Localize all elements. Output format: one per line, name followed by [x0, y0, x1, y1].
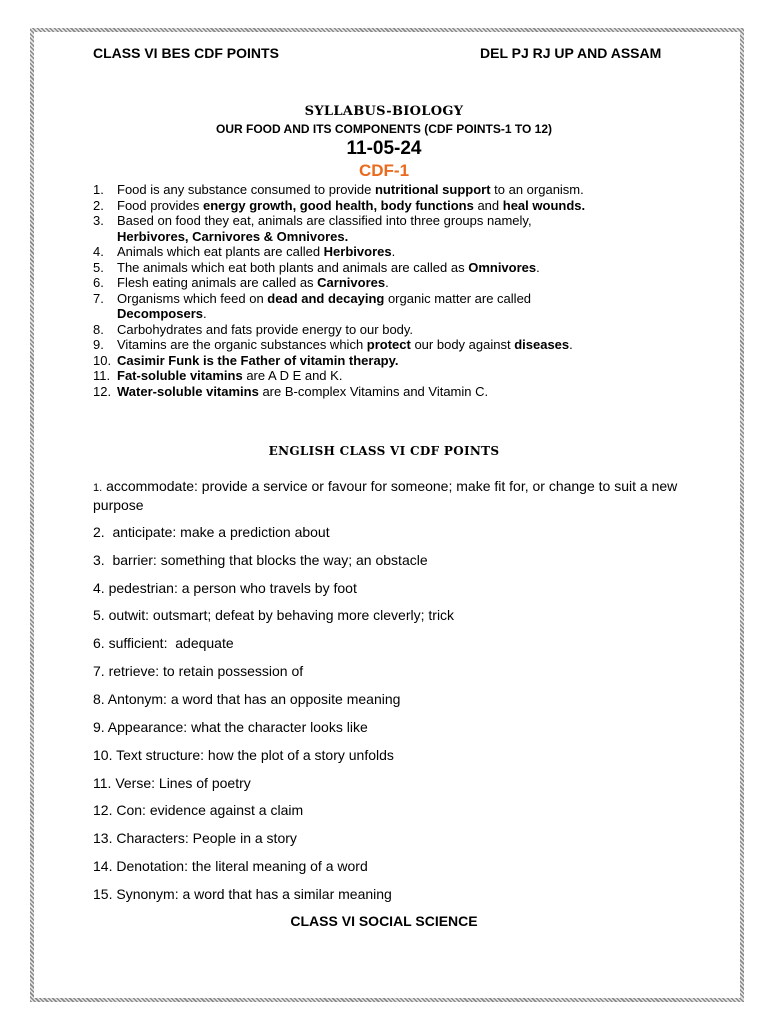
biology-point: 8. Carbohydrates and fats provide energy to our body.	[93, 321, 414, 337]
header-left: CLASS VI BES CDF POINTS	[93, 45, 279, 61]
english-item: 6. sufficient: adequate	[93, 635, 234, 651]
biology-point: 4. Animals which eat plants are called Herbivores.	[93, 244, 396, 259]
header-right: DEL PJ RJ UP AND ASSAM	[480, 45, 662, 61]
english-item: 13. Characters: People in a story	[93, 830, 297, 846]
social-science-title: CLASS VI SOCIAL SCIENCE	[290, 913, 478, 929]
english-item: 2. anticipate: make a prediction about	[93, 524, 330, 540]
english-item: 15. Synonym: a word that has a similar meaning	[93, 886, 392, 902]
english-item: 12. Con: evidence against a claim	[93, 802, 304, 818]
english-item: 4. pedestrian: a person who travels by foot	[93, 580, 357, 596]
english-title: ENGLISH CLASS VI CDF POINTS	[268, 444, 500, 458]
biology-point: 6. Flesh eating animals are called as Carnivores.	[93, 275, 389, 290]
biology-point: 12. Water-soluble vitamins are B-complex Vitamins and Vitamin C.	[93, 383, 489, 399]
biology-point: 7. Organisms which feed on dead and decaying organic matter are called Decomposers.	[93, 290, 532, 321]
biology-point: 10. Casimir Funk is the Father of vitamin therapy.	[93, 352, 399, 368]
biology-point: 5. The animals which eat both plants and animals are called as Omnivores.	[93, 259, 540, 275]
biology-subtitle: OUR FOOD AND ITS COMPONENTS (CDF POINTS-1 TO 12)	[215, 122, 553, 136]
english-item: 7. retrieve: to retain possession of	[93, 663, 304, 679]
biology-point: 2. Food provides energy growth, good health, body functions and heal wounds.	[93, 197, 586, 213]
english-item: 1. accommodate: provide a service or favour for someone; make fit for, or change to suit a new purpose	[93, 478, 678, 513]
english-item: 10. Text structure: how the plot of a story unfolds	[93, 747, 394, 763]
biology-point: 11. Fat-soluble vitamins are A D E and K.	[93, 368, 343, 383]
biology-point: 1. Food is any substance consumed to provide nutritional support to an organism.	[93, 182, 584, 197]
biology-points-list	[93, 182, 713, 399]
english-item: 8. Antonym: a word that has an opposite meaning	[93, 691, 401, 707]
english-item: 5. outwit: outsmart; defeat by behaving more cleverly; trick	[93, 607, 455, 623]
english-item: 3. barrier: something that blocks the way; an obstacle	[93, 552, 428, 568]
cdf-label: CDF-1	[358, 161, 410, 180]
biology-title: SYLLABUS-BIOLOGY	[304, 104, 464, 119]
english-item: 11. Verse: Lines of poetry	[93, 775, 251, 791]
biology-point: 9. Vitamins are the organic substances which protect our body against diseases.	[93, 337, 573, 352]
date: 11-05-24	[346, 138, 422, 159]
biology-point: 3. Based on food they eat, animals are classified into three groups namely, Herbivores, Carnivores & Omnivores.	[93, 213, 532, 244]
english-item: 14. Denotation: the literal meaning of a word	[93, 858, 368, 874]
english-item: 9. Appearance: what the character looks like	[93, 719, 368, 735]
